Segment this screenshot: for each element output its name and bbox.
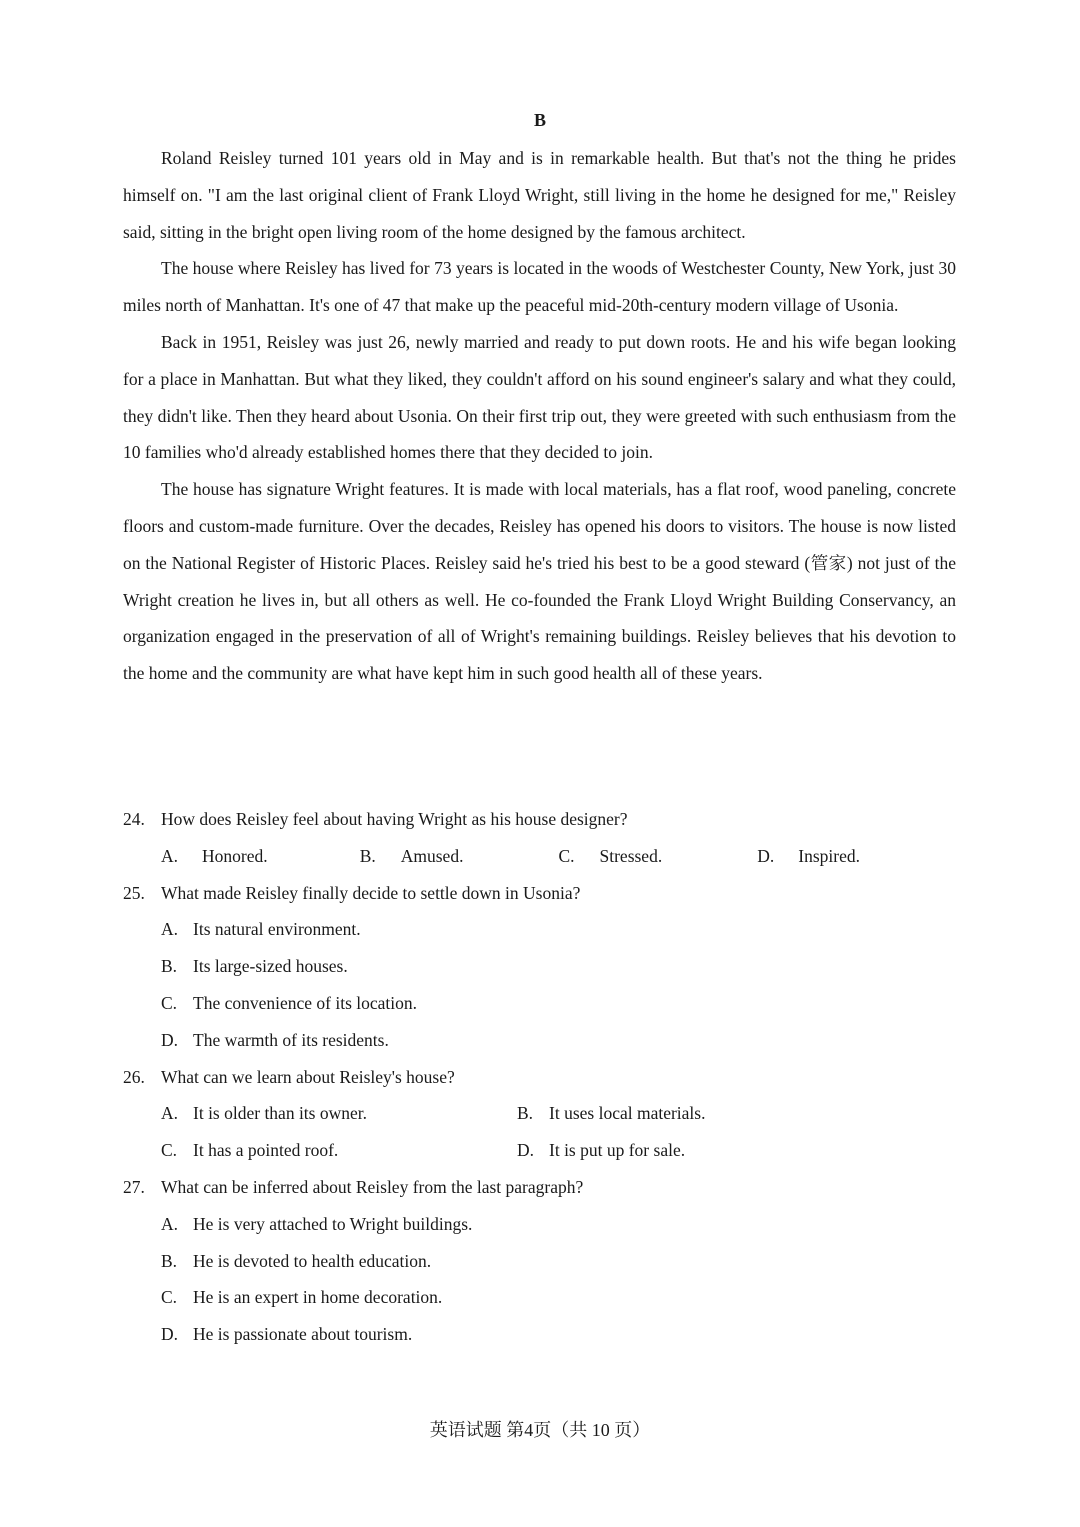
option-row — [123, 1095, 956, 1132]
option-row — [123, 911, 956, 948]
question-text: What can be inferred about Reisley from the last paragraph? — [161, 1176, 584, 1197]
question-26 — [123, 1059, 956, 1169]
page-footer: 英语试题 第4页（共 10 页） — [429, 1420, 651, 1440]
option-b[interactable]: B. Amused. — [359, 845, 464, 866]
option-b[interactable]: B. Its large-sized houses. — [161, 956, 348, 977]
question-stem — [123, 1169, 956, 1206]
question-27 — [123, 1169, 956, 1353]
option-row — [123, 1206, 956, 1243]
option-d[interactable]: D. Inspired. — [757, 845, 860, 866]
option-a[interactable]: A. It is older than its owner. — [161, 1103, 368, 1124]
option-b[interactable]: B. He is devoted to health education. — [161, 1250, 432, 1271]
question-text: What can we learn about Reisley's house? — [161, 1066, 455, 1087]
option-row — [123, 985, 956, 1022]
question-stem — [123, 875, 956, 912]
option-d[interactable]: D. It is put up for sale. — [517, 1140, 686, 1161]
passage-paragraph: The house where Reisley has lived for 73 years is located in the woods of Westchester County, New York, just 30 miles north of Manhattan. It's one of 47 that make up the peaceful mid-20th-century modern village of Usonia. — [123, 258, 956, 316]
option-a[interactable]: A. He is very attached to Wright buildings. — [161, 1213, 473, 1234]
question-number: 27. — [123, 1176, 145, 1197]
question-list — [123, 801, 956, 1353]
option-c[interactable]: C. The convenience of its location. — [161, 992, 418, 1013]
option-row — [123, 838, 956, 875]
reading-passage — [123, 140, 956, 692]
option-a[interactable]: A. Its natural environment. — [161, 919, 361, 940]
question-number: 26. — [123, 1066, 145, 1087]
question-stem — [123, 1059, 956, 1096]
option-row — [123, 1132, 956, 1169]
option-a[interactable]: A. Honored. — [161, 845, 268, 866]
question-number: 24. — [123, 809, 145, 829]
option-d[interactable]: D. The warmth of its residents. — [161, 1029, 389, 1050]
option-b[interactable]: B. It uses local materials. — [517, 1103, 706, 1124]
question-25 — [123, 875, 956, 1059]
question-stem — [123, 801, 956, 838]
question-number: 25. — [123, 882, 145, 903]
section-title: B — [533, 110, 546, 130]
question-text: How does Reisley feel about having Wright as his house designer? — [161, 809, 628, 829]
passage-paragraph: Roland Reisley turned 101 years old in May and is in remarkable health. But that's not the thing he prides himself on. "I am the last original client of Frank Lloyd Wright, still living in the home he designed for me," Reisley said, sitting in the bright open living room of the home designed by the famous architect. — [123, 148, 956, 242]
option-c[interactable]: C. Stressed. — [558, 845, 663, 866]
passage-paragraph: Back in 1951, Reisley was just 26, newly married and ready to put down roots. He and his wife began looking for a place in Manhattan. But what they liked, they couldn't afford on his sound engineer's salary and what they could, they didn't like. Then they heard about Usonia. On their first trip out, they were greeted with such enthusiasm from the 10 families who'd already established homes there that they decided to join. — [123, 331, 956, 463]
option-d[interactable]: D. He is passionate about tourism. — [161, 1324, 413, 1345]
question-text: What made Reisley finally decide to settle down in Usonia? — [161, 882, 581, 903]
option-row — [123, 1022, 956, 1059]
passage-paragraph: The house has signature Wright features. It is made with local materials, has a flat roof, wood paneling, concrete floors and custom-made furniture. Over the decades, Reisley has opened his doors to visitors. The house is now listed on the National Register of Historic Places. Reisley said he's tried his best to be a good steward (管家) not just of the Wright creation he lives in, but all others as well. He co-founded the Frank Lloyd Wright Building Conservancy, an organization engaged in the preservation of all of Wright's remaining buildings. Reisley believes that his devotion to the home and the community are what have kept him in such good health all of these years. — [123, 479, 956, 684]
option-row — [123, 948, 956, 985]
option-c[interactable]: C. It has a pointed roof. — [161, 1140, 339, 1161]
option-row — [123, 1279, 956, 1316]
option-row — [123, 1243, 956, 1280]
question-24 — [123, 801, 956, 875]
option-row — [123, 1316, 956, 1353]
option-c[interactable]: C. He is an expert in home decoration. — [161, 1287, 443, 1308]
